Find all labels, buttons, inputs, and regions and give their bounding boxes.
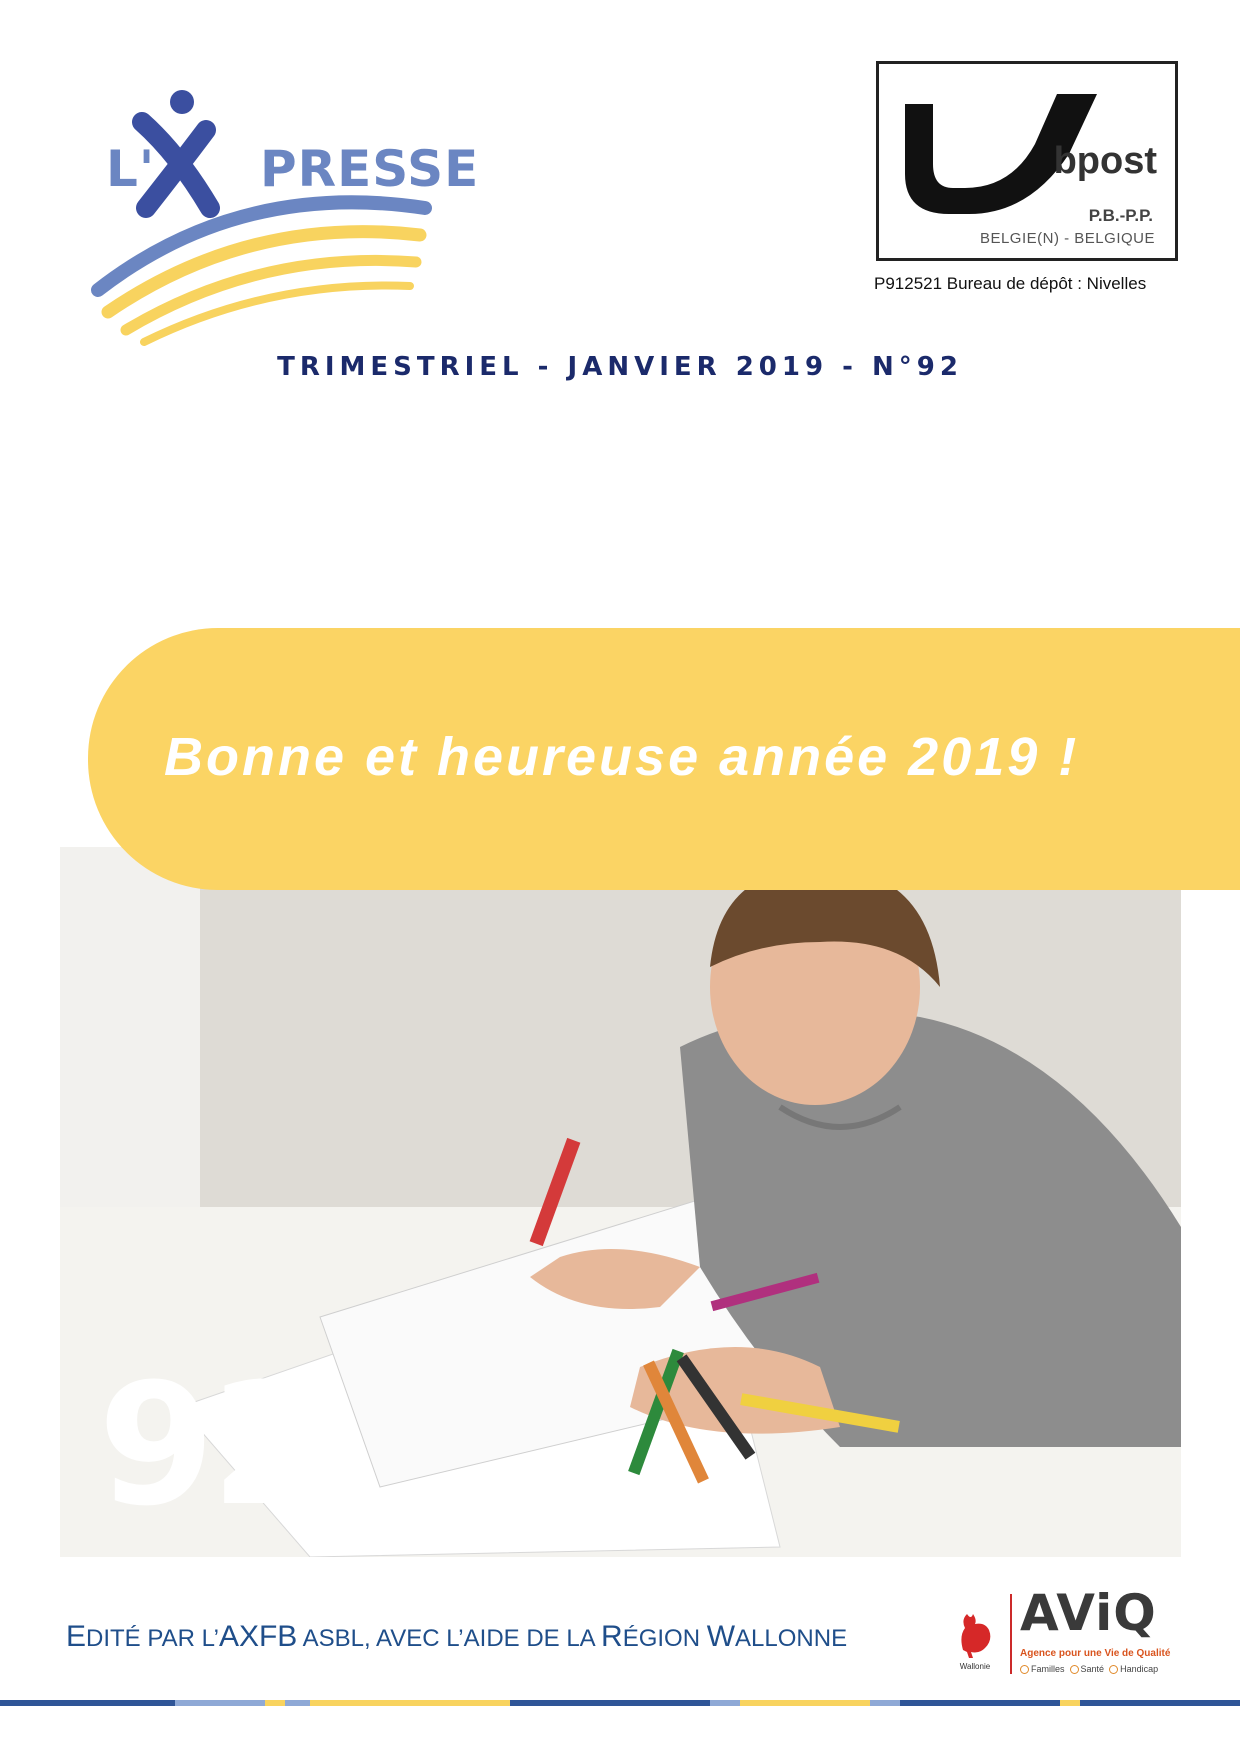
masthead-title: PRESSE [260,140,480,198]
bpost-stamp [876,61,1178,261]
editor-part: E [66,1620,87,1653]
issue-number: 92 [98,1347,324,1543]
issue-line: TRIMESTRIEL - JANVIER 2019 - N°92 [277,352,963,382]
bottom-color-bar [0,1700,1240,1706]
editor-part: DITÉ PAR L’ [86,1625,219,1652]
dot-icon [1020,1665,1029,1674]
aviq-divider [1010,1594,1012,1674]
wallonie-label: Wallonie [959,1662,991,1671]
masthead-prefix: L' [106,140,156,198]
wallonie-logo [955,1606,995,1676]
aviq-tagline: Agence pour une Vie de Qualité [1020,1648,1171,1659]
greeting-title: Bonne et heureuse année 2019 ! [164,727,1080,787]
dot-icon [1109,1665,1118,1674]
dot-icon [1070,1665,1079,1674]
aviq-area: Handicap [1120,1664,1159,1674]
editor-part: ÉGION [622,1625,707,1652]
aviq-area: Santé [1080,1664,1105,1674]
greeting-banner [88,628,1240,890]
editor-part: R [601,1620,623,1653]
figure-head-icon [170,90,194,114]
aviq-areas [1020,1664,1158,1674]
rooster-icon [955,1606,995,1660]
masthead-emblem [90,90,490,370]
aviq-name: AViQ [1020,1584,1157,1642]
masthead-logo [90,90,490,370]
cover-photo [60,847,1181,1557]
editor-part: ASBL, AVEC L’AIDE DE LA [297,1625,602,1652]
editor-credit [66,1620,847,1654]
bpost-country: BELGIE(N) - BELGIQUE [979,230,1155,247]
bpost-name: bpost [1053,140,1157,182]
editor-part: AXFB [218,1620,298,1653]
editor-part: W [706,1620,736,1653]
editor-part: ALLONNE [735,1625,848,1652]
deposit-office: P912521 Bureau de dépôt : Nivelles [874,274,1147,293]
bpost-code: P.B.-P.P. [1088,206,1153,225]
aviq-area: Familles [1031,1664,1065,1674]
aviq-logo [1018,1584,1178,1680]
